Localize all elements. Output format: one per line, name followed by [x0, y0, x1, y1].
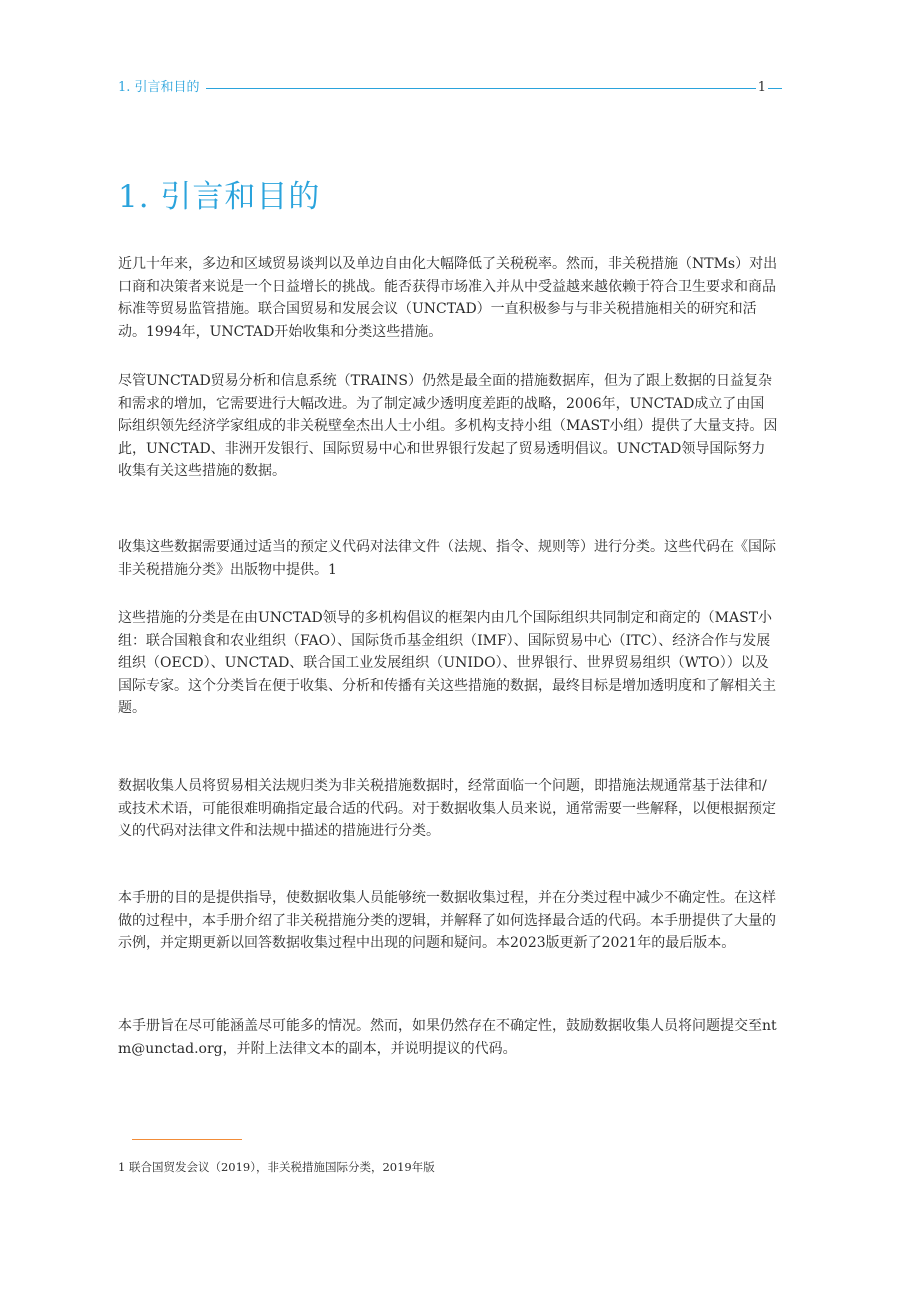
footnote: 1 联合国贸发会议（2019），非关税措施国际分类，2019年版 [118, 1160, 435, 1174]
paragraph-intro: 近几十年来，多边和区域贸易谈判以及单边自由化大幅降低了关税税率。然而，非关税措施（NTMs）对出口商和决策者来说是一个日益增长的挑战。能否获得市场准入并从中受益越来越依赖于符合卫生要求和商品标准等贸易监管措施。联合国贸易和发展会议（UNCTAD）一直积极参与与非关税措施相关的研究和活动。1994年，UNCTAD开始收集和分类这些措施。 [118, 256, 778, 340]
paragraph-manual-purpose: 本手册的目的是提供指导，使数据收集人员能够统一数据收集过程，并在分类过程中减少不确定性。在这样做的过程中，本手册介绍了非关税措施分类的逻辑，并解释了如何选择最合适的代码。本手册提供了大量的示例，并定期更新以回答数据收集过程中出现的问题和疑问。本2023版更新了2021年的最后版本。 [118, 890, 776, 951]
running-header [118, 78, 782, 98]
footnote-rule [132, 1139, 242, 1140]
header-rule [206, 88, 782, 89]
paragraph-classification-codes: 收集这些数据需要通过适当的预定义代码对法律文件（法规、指令、规则等）进行分类。这些代码在《国际非关税措施分类》出版物中提供。1 [118, 539, 776, 578]
paragraph-data-collectors: 数据收集人员将贸易相关法规归类为非关税措施数据时，经常面临一个问题，即措施法规通常基于法律和/或技术术语，可能很难明确指定最合适的代码。对于数据收集人员来说，通常需要一些解释，以便根据预定义的代码对法律文件和法规中描述的措施进行分类。 [118, 778, 776, 839]
paragraph-contact: 本手册旨在尽可能涵盖尽可能多的情况。然而，如果仍然存在不确定性，鼓励数据收集人员将问题提交至ntm@unctad.org，并附上法律文本的副本，并说明提议的代码。 [118, 1018, 777, 1057]
paragraph-trains: 尽管UNCTAD贸易分析和信息系统（TRAINS）仍然是最全面的措施数据库，但为了跟上数据的日益复杂和需求的增加，它需要进行大幅改进。为了制定减少透明度差距的战略，2006年，UNCTAD成立了由国际组织领先经济学家组成的非关税壁垒杰出人士小组。多机构支持小组（MAST小组）提供了大量支持。因此，UNCTAD、非洲开发银行、国际贸易中心和世界银行发起了贸易透明倡议。UNCTAD领导国际努力收集有关这些措施的数据。 [118, 373, 778, 479]
chapter-title: 1. 引言和目的 [118, 179, 321, 215]
paragraph-mast-group: 这些措施的分类是在由UNCTAD领导的多机构倡议的框架内由几个国际组织共同制定和商定的（MAST小组：联合国粮食和农业组织（FAO）、国际货币基金组织（IMF）、国际贸易中心（ITC）、经济合作与发展组织（OECD）、UNCTAD、联合国工业发展组织（UNIDO）、世界银行、世界贸易组织（WTO））以及国际专家。这个分类旨在便于收集、分析和传播有关这些措施的数据，最终目标是增加透明度和了解相关主题。 [118, 610, 776, 716]
header-section-title: 1. 引言和目的 [118, 80, 200, 95]
header-page-number: 1 [756, 78, 768, 98]
